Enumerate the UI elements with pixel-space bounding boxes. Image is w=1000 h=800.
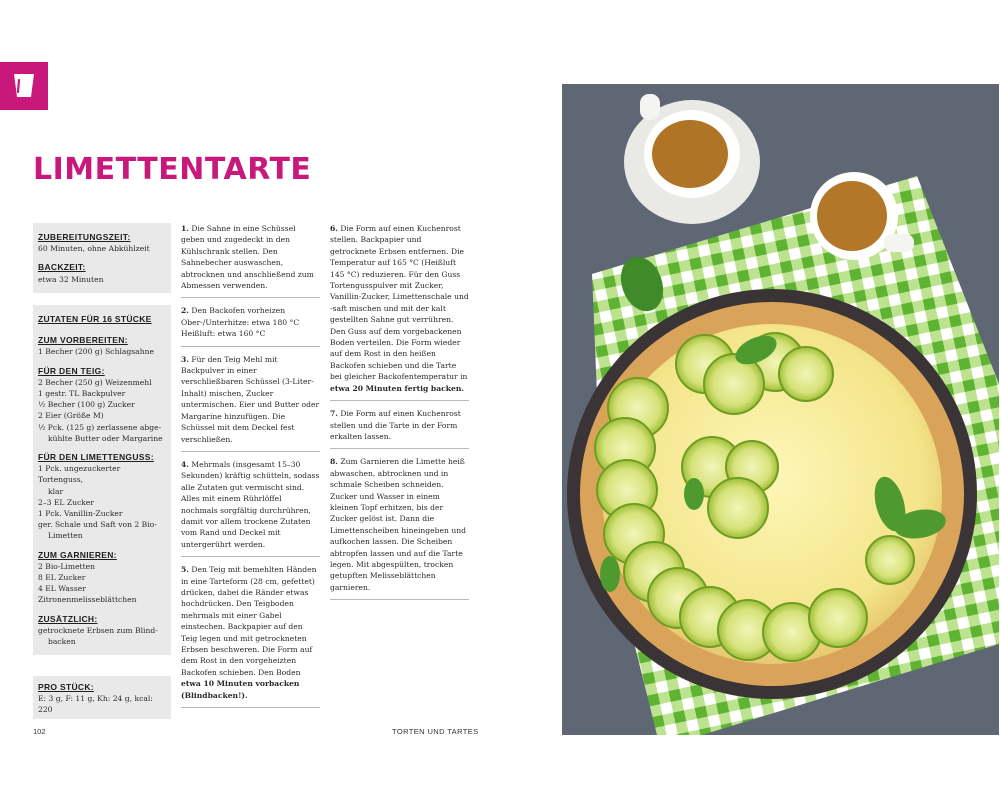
group-heading: FÜR DEN LIMETTENGUSS: <box>38 452 154 463</box>
ingredient-list <box>38 561 166 606</box>
group-heading: FÜR DEN TEIG: <box>38 365 105 376</box>
nutrition-box <box>33 676 171 719</box>
step: 2. Den Backofen vorheizen Ober-/Unterhitze: etwa 180 °C Heißluft: etwa 160 °C <box>181 305 320 346</box>
step: 8. Zum Garnieren die Limette heiß abwaschen, abtrocknen und in schmale Scheiben schneiden. Zucker und Wasser in einem kleinen Topf erhitzen, bis der Zucker gelöst ist. Dann die Limettenscheiben hineingeben und aufkochen lassen. Die Scheiben abtropfen lassen und auf die Tarte legen. Mit abgespülten, trocken getupften Melisseblättchen garnieren. <box>330 456 469 600</box>
per-piece-heading: PRO STÜCK: <box>38 682 94 692</box>
ingredient-item: 1 Becher (200 g) Schlagsahne <box>38 347 154 357</box>
ingredient-item: klar <box>48 486 64 496</box>
ingredient-item: Limetten <box>48 531 83 541</box>
ingredient-item: Zitronenmelisseblättchen <box>38 595 137 605</box>
step: 6. Die Form auf einen Kuchenrost stellen. Backpapier und getrocknete Erbsen entfernen. Die Temperatur auf 165 °C (Heißluft 145 °C) reduzieren. Für den Guss Tortengusspulver mit Zucker, Vanillin-Zucker, Limettenschale und -saft mischen und mit der kalt gestellten Sahne gut verrühren. Den Guss auf dem vorgebackenen Boden verteilen. Die Form wieder auf dem Rost in den heißen Backofen schieben und die Tarte bei gleicher Backofentemperatur in etwa 20 Minuten fertig backen. <box>330 223 469 401</box>
ingredient-item: 2 Bio-Limetten <box>38 561 96 571</box>
ingredient-item: 8 EL Zucker <box>38 573 86 583</box>
ingredient-list <box>38 463 166 541</box>
ingredient-item: getrocknete Erbsen zum Blind- <box>38 625 158 635</box>
ingredient-list <box>38 625 166 647</box>
ingredient-item: ½ Pck. (125 g) zerlassene abge- <box>38 422 162 432</box>
prep-text: 60 Minuten, ohne Abkühlzeit <box>38 244 150 254</box>
ingredient-list <box>38 346 166 357</box>
ingredient-item: 1 Pck. Vanillin-Zucker <box>38 509 123 519</box>
tart-photo <box>562 84 999 735</box>
ingredient-item: 2–3 EL Zucker <box>38 497 95 507</box>
step: 5. Den Teig mit bemehlten Händen in eine Tarteform (28 cm, gefettet) drücken, dabei die Ränder etwas hochdrücken. Den Teigboden mehrmals mit einer Gabel einstechen. Backpapier auf den Teig legen und mit getrockneten Erbsen beschweren. Die Form auf dem Rost in den vorgeheizten Backofen schieben. Den Boden etwa 10 Minuten vorbacken (Blindbacken!). <box>181 564 320 708</box>
ingredient-list <box>38 377 166 444</box>
group-heading: ZUSÄTZLICH: <box>38 613 98 624</box>
step: 7. Die Form auf einen Kuchenrost stellen und die Tarte in der Form erkalten lassen. <box>330 408 469 449</box>
step: 4. Mehrmals (insgesamt 15–30 Sekunden) kräftig schütteln, sodass alle Zutaten gut vermischt sind. Alles mit einem Rührlöffel nochmals sorgfältig durchrühren, damit vor allem trockene Zutaten vom Rand und Deckel mit untergerührt werden. <box>181 459 320 557</box>
time-box <box>33 223 171 293</box>
ingredient-item: 4 EL Wasser <box>38 584 86 594</box>
ingredient-item: 2 Eier (Größe M) <box>38 411 104 421</box>
page-number: 102 <box>33 727 46 736</box>
steps-column-2 <box>330 223 469 607</box>
ingredient-item: backen <box>48 637 76 647</box>
bake-heading: BACKZEIT: <box>38 262 86 273</box>
page-title: LIMETTENTARTE <box>33 152 312 187</box>
steps-column-1 <box>181 223 320 715</box>
ingredients-heading: ZUTATEN FÜR 16 STÜCKE <box>38 314 152 324</box>
group-heading: ZUM GARNIEREN: <box>38 549 117 560</box>
bake-text: etwa 32 Minuten <box>38 274 104 284</box>
group-heading: ZUM VORBEREITEN: <box>38 335 128 346</box>
ingredient-item: ½ Becher (100 g) Zucker <box>38 400 135 410</box>
cup-icon <box>0 62 48 110</box>
step: 3. Für den Teig Mehl mit Backpulver in einer verschließbaren Schüssel (3-Liter-Inhalt) mischen, Zucker untermischen. Eier und Butter oder Margarine hinzufügen. Die Schüssel mit dem Deckel fest verschließen. <box>181 354 320 452</box>
ingredient-item: 2 Becher (250 g) Weizenmehl <box>38 377 152 387</box>
prep-heading: ZUBEREITUNGSZEIT: <box>38 232 131 242</box>
section-title: TORTEN UND TARTES <box>392 727 479 736</box>
ingredient-item: 1 gestr. TL Backpulver <box>38 389 126 399</box>
per-piece-text: E: 3 g, F: 11 g, Kh: 24 g, kcal: 220 <box>38 694 153 715</box>
ingredient-item: 1 Pck. ungezuckerter Tortenguss, <box>38 464 121 485</box>
ingredient-item: ger. Schale und Saft von 2 Bio- <box>38 520 157 530</box>
ingredients-box <box>33 305 171 655</box>
step: 1. Die Sahne in eine Schüssel geben und zugedeckt in den Kühlschrank stellen. Den Sahnebecher auswaschen, abtrocknen und anschließend zum Abmessen verwenden. <box>181 223 320 298</box>
ingredient-item: kühlte Butter oder Margarine <box>48 433 163 443</box>
